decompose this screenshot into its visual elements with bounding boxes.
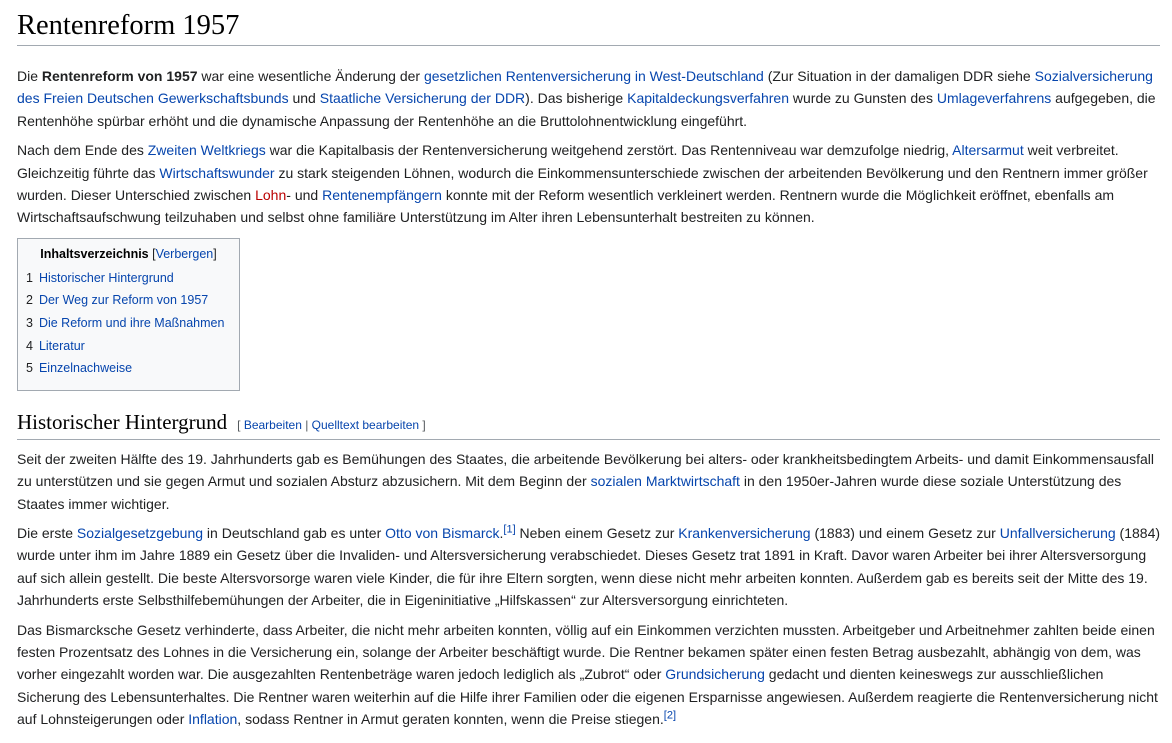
- toc-item-number: 4: [26, 338, 33, 353]
- link-lohn[interactable]: Lohn: [255, 187, 287, 204]
- toc-item[interactable]: [26, 267, 231, 290]
- toc-item-link[interactable]: Einzelnachweise: [38, 361, 133, 376]
- link-otto-von-bismarck[interactable]: Otto von Bismarck: [385, 525, 500, 542]
- link-rentenempfaenger[interactable]: Rentenempfängern: [322, 187, 442, 204]
- toc-item-number: 3: [26, 316, 33, 331]
- article-content: [17, 0, 1160, 731]
- intro-paragraph-1: Die Rentenreform von 1957 war eine wesentliche Änderung der gesetzlichen Rentenversicherung in West-Deutschland (Zur Situation in der damaligen DDR siehe Sozialversicherung des Freien Deutschen Gewerkschaftsbunds und Staatliche Versicherung der DDR). Das bisherige Kapitaldeckungsverfahren wurde zu Gunsten des Umlageverfahrens aufgegeben, die Rentenhöhe spürbar erhöht und die dynamische Anpassung der Rentenhöhe an die Bruttolohnentwicklung eingeführt.: [17, 68, 1156, 129]
- section-heading-historischer-hintergrund: [17, 409, 1160, 440]
- toc-item-link[interactable]: Historischer Hintergrund: [38, 270, 174, 285]
- section-heading-text: Historischer Hintergrund: [17, 409, 228, 434]
- toc-toggle-link[interactable]: Verbergen: [155, 246, 214, 261]
- toc-item-number: 2: [26, 293, 33, 308]
- reference-2[interactable]: [2]: [663, 709, 677, 722]
- edit-source-button[interactable]: Quelltext bearbeiten: [311, 417, 420, 432]
- link-sozialgesetzgebung[interactable]: Sozialgesetzgebung: [76, 525, 204, 542]
- link-gesetzliche-rentenversicherung[interactable]: gesetzlichen Rentenversicherung in West-Deutschland: [423, 68, 764, 84]
- reference-1[interactable]: [1]: [503, 523, 516, 536]
- link-inflation[interactable]: Inflation: [188, 711, 238, 728]
- toc-header: Inhaltsverzeichnis [Verbergen]: [40, 246, 217, 261]
- toc-item[interactable]: [26, 335, 231, 358]
- toc-list: [26, 267, 231, 380]
- link-altersarmut[interactable]: Altersarmut: [952, 142, 1024, 159]
- intro-paragraph-2: Nach dem Ende des Zweiten Weltkriegs war die Kapitalbasis der Rentenversicherung weitgehend zerstört. Das Rentenniveau war demzufolge niedrig, Altersarmut weit verbreitet. Gleichzeitig führte das Wirtschaftswunder zu stark steigenden Löhnen, wodurch die Einkommensunterschiede zwischen der arbeitenden Bevölkerung und den Rentnern immer größer wurden. Dieser Unterschied zwischen Lohn- und Rentenempfängern konnte mit der Reform wesentlich verkleinert werden. Rentnern wurde die Möglichkeit eröffnet, ebenfalls am Wirtschaftsaufschwung teilzuhaben und selbst ohne familiäre Unterstützung im Alter ihren Lebensunterhalt bestreiten zu können.: [17, 142, 1148, 226]
- toc-item[interactable]: [26, 312, 231, 335]
- link-wirtschaftswunder[interactable]: Wirtschaftswunder: [159, 164, 275, 181]
- link-zweiter-weltkrieg[interactable]: Zweiten Weltkriegs: [147, 142, 266, 159]
- toc-item[interactable]: [26, 289, 231, 312]
- link-grundsicherung[interactable]: Grundsicherung: [665, 666, 765, 683]
- toc-item-number: 5: [26, 361, 33, 376]
- section1-paragraph-1: Seit der zweiten Hälfte des 19. Jahrhunderts gab es Bemühungen des Staates, die arbeitende Bevölkerung bei alters- oder krankheitsbedingtem Arbeits- und damit Einkommensausfall zu unterstützen und sie gegen Armut und sozialen Absturz abzusichern. Mit dem Beginn der sozialen Marktwirtschaft in den 1950er-Jahren wurde diese soziale Unterstützung des Staates immer wichtiger.: [17, 450, 1154, 512]
- link-kapitaldeckungsverfahren[interactable]: Kapitaldeckungsverfahren: [627, 90, 789, 107]
- toc-item-link[interactable]: Der Weg zur Reform von 1957: [38, 293, 209, 308]
- section1-paragraph-2: Die erste Sozialgesetzgebung in Deutschland gab es unter Otto von Bismarck.[1] Neben einem Gesetz zur Krankenversicherung (1883) und einem Gesetz zur Unfallversicherung (1884) wurde unter ihm im Jahre 1889 ein Gesetz über die Invaliden- und Altersversicherung verabschiedet. Dieses Gesetz trat 1891 in Kraft. Davor waren Arbeiter bei ihrer Altersversorgung auf sich allein gestellt. Die beste Altersvorsorge waren viele Kinder, die für ihre Eltern sorgten, wenn diese nicht mehr arbeiten konnten. Außerdem gab es bereits seit der Mitte des 19. Jahrhunderts erste Selbsthilfebemühungen der Arbeiter, die in Eigeninitiative „Hilfskassen“ zur Altersversorgung einrichteten.: [17, 523, 1161, 609]
- link-sozialversicherung-fdgb[interactable]: Sozialversicherung des Freien Deutschen Gewerkschaftsbunds: [17, 68, 1153, 107]
- page-title: Rentenreform 1957: [17, 0, 1160, 46]
- toc-item[interactable]: [26, 357, 231, 380]
- table-of-contents: [17, 238, 240, 391]
- toc-item-link[interactable]: Die Reform und ihre Maßnahmen: [38, 316, 225, 331]
- toc-item-number: 1: [26, 270, 33, 285]
- toc-title: Inhaltsverzeichnis: [40, 246, 149, 261]
- section1-paragraph-3: Das Bismarcksche Gesetz verhinderte, dass Arbeiter, die nicht mehr arbeiten konnten, völlig auf ein Einkommen verzichten mussten. Arbeitgeber und Arbeitnehmer zahlten beide einen festen Prozentsatz des Lohnes in die Versicherung ein, solange der Arbeiter beschäftigt wurde. Die Rentner bekamen später einen festen Betrag ausbezahlt, abhängig von dem, was vorher eingezahlt worden war. Die ausgezahlten Rentenbeträge waren jedoch lediglich als „Zubrot“ oder Grundsicherung gedacht und dienten keineswegs zur ausschließlichen Sicherung des Lebensunterhaltes. Die Rentner waren weiterhin auf die Hilfe ihrer Familien oder die eigenen Ersparnisse angewiesen. Außerdem reagierte die Rentenversicherung nicht auf Lohnsteigerungen oder Inflation, sodass Rentner in Armut geraten konnten, wenn die Preise stiegen.[2]: [17, 621, 1158, 728]
- link-umlageverfahren[interactable]: Umlageverfahrens: [936, 90, 1052, 107]
- toc-item-link[interactable]: Literatur: [38, 338, 85, 353]
- bold-term: Rentenreform von 1957: [41, 68, 198, 84]
- link-staatliche-versicherung-ddr[interactable]: Staatliche Versicherung der DDR: [319, 90, 526, 107]
- edit-section-links: [ Bearbeiten | Quelltext bearbeiten ]: [237, 417, 426, 432]
- link-unfallversicherung[interactable]: Unfallversicherung: [999, 525, 1116, 542]
- link-soziale-marktwirtschaft[interactable]: sozialen Marktwirtschaft: [590, 473, 740, 490]
- link-krankenversicherung[interactable]: Krankenversicherung: [678, 525, 811, 542]
- edit-button[interactable]: Bearbeiten: [243, 417, 302, 432]
